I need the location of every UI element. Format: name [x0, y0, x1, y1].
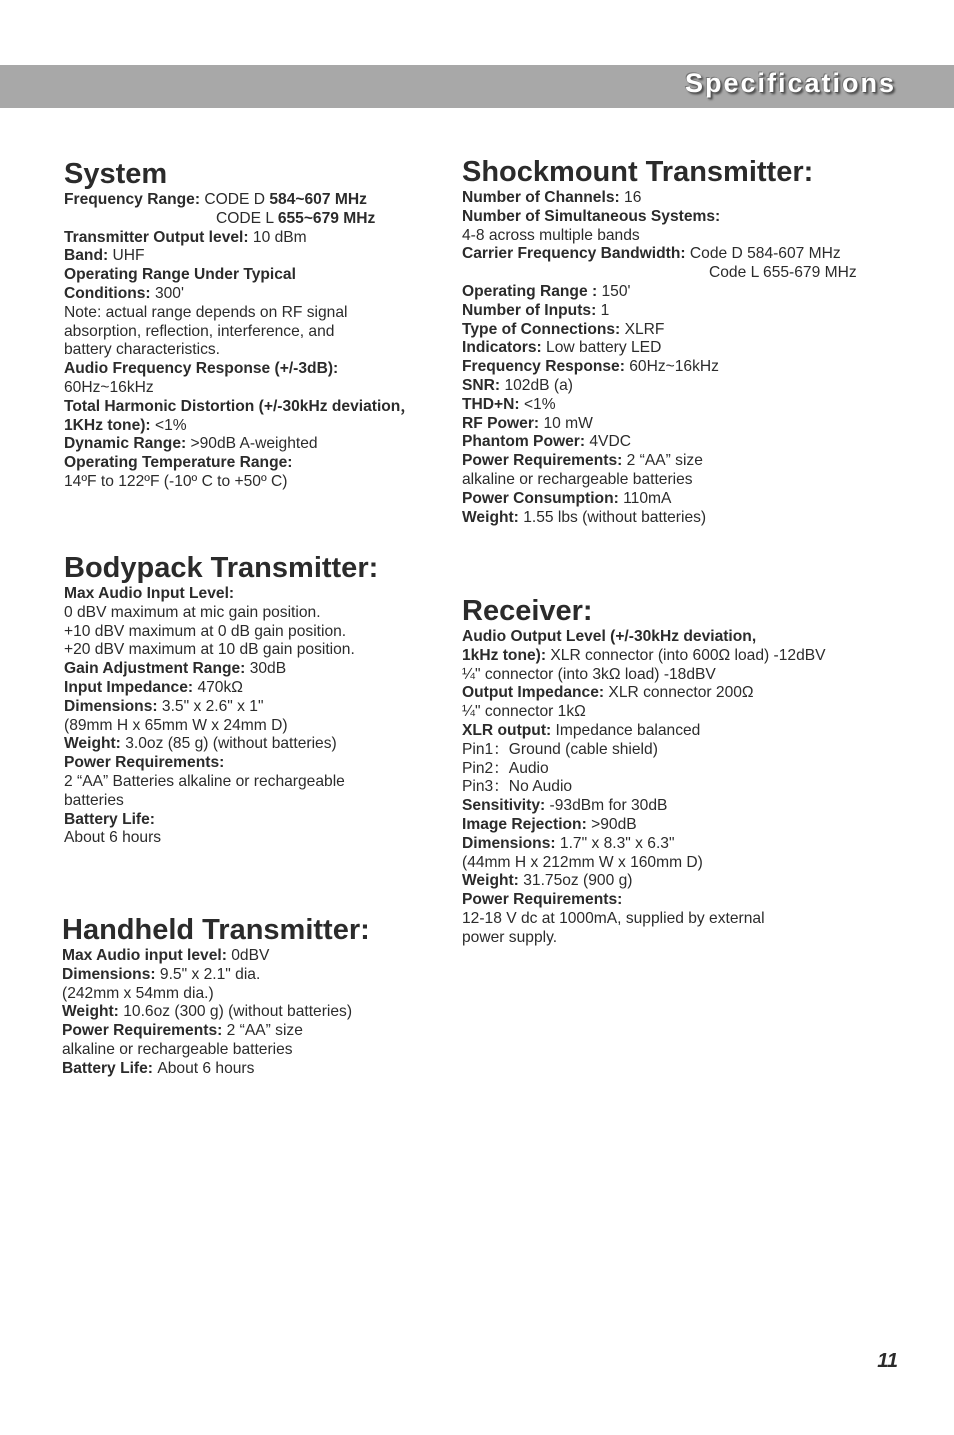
spec-line — [62, 947, 370, 966]
spec-line — [462, 471, 857, 490]
spec-line — [462, 835, 826, 854]
spec-line — [64, 229, 416, 248]
bodypack-section — [64, 551, 378, 848]
spec-value: >90dB A-weighted — [190, 435, 318, 453]
spec-value: 4-8 across multiple bands — [462, 226, 640, 244]
spec-value: 2 “AA” size — [626, 452, 703, 470]
spec-value: 60Hz~16kHz — [629, 358, 719, 376]
page-title: Specifications — [684, 68, 896, 98]
spec-value: 300' — [154, 284, 184, 302]
spec-value: Low battery LED — [546, 339, 662, 357]
spec-line — [462, 647, 826, 666]
spec-value: UHF — [112, 247, 145, 265]
spec-line — [462, 684, 826, 703]
spec-label: Weight: — [462, 872, 524, 890]
spec-value: Pin3：No Audio — [462, 778, 573, 796]
spec-value: 2 “AA” size — [226, 1022, 303, 1040]
spec-line — [62, 1060, 370, 1079]
spec-line — [64, 341, 416, 360]
spec-label: Weight: — [62, 1003, 124, 1021]
spec-line — [62, 1022, 370, 1041]
header-banner — [0, 65, 954, 108]
spec-label: Conditions: — [64, 284, 155, 302]
spec-value: 0 dBV maximum at mic gain position. — [64, 603, 321, 621]
spec-label: Operating Range : — [462, 282, 602, 300]
spec-line — [64, 473, 416, 492]
spec-value: 1.7" x 8.3" x 6.3" — [559, 834, 675, 852]
shockmount-section — [462, 155, 857, 527]
spec-line — [64, 717, 378, 736]
spec-line — [462, 872, 826, 891]
spec-line — [462, 321, 857, 340]
spec-label: Image Rejection: — [462, 815, 592, 833]
spec-label: Number of Inputs: — [462, 301, 601, 319]
spec-line — [64, 435, 416, 454]
section-title: Shockmount Transmitter: — [462, 156, 814, 188]
spec-value: (242mm x 54mm dia.) — [62, 984, 214, 1002]
spec-line — [462, 208, 857, 227]
spec-line — [64, 379, 416, 398]
spec-label: Operating Range Under Typical — [64, 266, 296, 284]
spec-label: Band: — [64, 247, 113, 265]
spec-line — [64, 754, 378, 773]
spec-value: power supply. — [462, 928, 558, 946]
spec-line — [64, 360, 416, 379]
spec-label: XLR output: — [462, 721, 556, 739]
spec-label: Power Requirements: — [462, 891, 623, 909]
spec-line — [462, 741, 826, 760]
spec-label: Gain Adjustment Range: — [64, 660, 250, 678]
spec-line — [462, 816, 826, 835]
spec-label: Operating Temperature Range: — [64, 454, 293, 472]
spec-line — [462, 189, 857, 208]
spec-line — [462, 509, 857, 528]
spec-line — [462, 245, 857, 264]
system-section — [64, 157, 416, 492]
spec-label: Indicators: — [462, 339, 547, 357]
spec-label: Max Audio input level: — [62, 947, 232, 964]
section-title: Receiver: — [462, 595, 593, 627]
spec-line — [462, 891, 826, 910]
spec-label: 1kHz tone): — [462, 646, 551, 664]
spec-line — [64, 811, 378, 830]
spec-value: 4VDC — [589, 433, 631, 451]
spec-list — [62, 947, 370, 1079]
spec-line — [462, 377, 857, 396]
spec-value: -93dBm for 30dB — [549, 797, 668, 815]
spec-line — [64, 735, 378, 754]
spec-label: Total Harmonic Distortion (+/-30kHz deviation， — [64, 397, 416, 415]
spec-line — [64, 829, 378, 848]
spec-value: <1% — [523, 395, 556, 413]
spec-value: 2 “AA” Batteries alkaline or rechargeable — [64, 772, 345, 790]
spec-label: RF Power: — [462, 414, 544, 432]
spec-value: 150' — [601, 282, 631, 300]
spec-label: Number of Simultaneous Systems: — [462, 207, 721, 225]
spec-label: Dimensions: — [462, 834, 560, 852]
spec-line — [462, 910, 826, 929]
section-title: System — [64, 158, 168, 190]
spec-label: Number of Channels: — [462, 189, 625, 206]
spec-line — [62, 985, 370, 1004]
spec-value: battery characteristics. — [64, 341, 220, 359]
spec-value: Pin2：Audio — [462, 759, 549, 777]
spec-value: 110mA — [623, 489, 672, 507]
spec-value: +20 dBV maximum at 10 dB gain position. — [64, 641, 355, 659]
receiver-section — [462, 594, 826, 948]
spec-line — [462, 396, 857, 415]
spec-line — [462, 339, 857, 358]
spec-value: About 6 hours — [157, 1059, 255, 1077]
spec-label: Battery Life: — [64, 810, 155, 828]
spec-line — [462, 358, 857, 377]
spec-line — [64, 285, 416, 304]
spec-value: 0dBV — [231, 947, 270, 964]
spec-line — [62, 1041, 370, 1060]
spec-line — [64, 323, 416, 342]
spec-value: 3.0oz (85 g) (without batteries) — [125, 735, 337, 753]
spec-value: >90dB — [591, 815, 637, 833]
spec-line — [462, 415, 857, 434]
spec-line — [64, 266, 416, 285]
spec-value: Code L 655-679 MHz — [709, 264, 857, 282]
spec-value: alkaline or rechargeable batteries — [62, 1040, 293, 1058]
spec-line — [64, 792, 378, 811]
spec-line — [62, 1003, 370, 1022]
spec-value: About 6 hours — [64, 829, 162, 847]
spec-value-bold: 584~607 MHz — [269, 191, 367, 208]
spec-line — [462, 283, 857, 302]
spec-label: Phantom Power: — [462, 433, 590, 451]
spec-line — [62, 966, 370, 985]
spec-label: Output Impedance: — [462, 684, 609, 702]
spec-line — [462, 929, 826, 948]
spec-value: XLR connector (into 600Ω load) -12dBV — [550, 646, 826, 664]
spec-value: 14ºF to 122ºF (-10º C to +50º C) — [64, 472, 288, 490]
spec-line — [462, 854, 826, 873]
spec-label: SNR: — [462, 376, 505, 394]
spec-label: Weight: — [462, 508, 524, 526]
spec-value: Note: actual range depends on RF signal — [64, 303, 348, 321]
spec-label: Dimensions: — [64, 697, 162, 715]
spec-line — [462, 227, 857, 246]
spec-value: 102dB (a) — [504, 376, 573, 394]
spec-value: XLR connector 200Ω — [608, 684, 754, 702]
spec-value: Impedance balanced — [555, 721, 701, 739]
spec-line — [64, 417, 416, 436]
spec-line — [462, 452, 857, 471]
spec-value: absorption, reflection, interference, and — [64, 322, 335, 340]
spec-line — [64, 773, 378, 792]
spec-line — [462, 264, 857, 283]
spec-line — [64, 454, 416, 473]
spec-list — [64, 191, 416, 492]
spec-value: 470kΩ — [197, 678, 243, 696]
spec-value: 10 mW — [543, 414, 593, 432]
spec-label: Transmitter Output level: — [64, 228, 253, 246]
spec-label: Power Requirements: — [62, 1022, 227, 1040]
spec-value: +10 dBV maximum at 0 dB gain position. — [64, 622, 347, 640]
spec-label: Dynamic Range: — [64, 435, 191, 453]
spec-line — [64, 585, 378, 604]
spec-value: XLRF — [624, 320, 665, 338]
spec-line — [462, 302, 857, 321]
spec-value: 60Hz~16kHz — [64, 378, 154, 396]
spec-line — [64, 247, 416, 266]
spec-list — [462, 189, 857, 527]
spec-value: 10 dBm — [252, 228, 307, 246]
spec-label: Frequency Response: — [462, 358, 630, 376]
spec-line — [462, 490, 857, 509]
spec-value: batteries — [64, 791, 124, 809]
spec-value: 1 — [600, 301, 610, 319]
spec-line — [64, 304, 416, 323]
spec-label: Battery Life: — [62, 1059, 158, 1077]
spec-value: 9.5" x 2.1" dia. — [159, 965, 261, 983]
handheld-section — [62, 913, 370, 1079]
spec-label: Weight: — [64, 735, 126, 753]
spec-line — [64, 604, 378, 623]
spec-value: <1% — [154, 416, 187, 434]
spec-line — [462, 760, 826, 779]
spec-label: Max Audio Input Level: — [64, 585, 235, 602]
spec-line — [462, 703, 826, 722]
spec-label: Dimensions: — [62, 965, 160, 983]
spec-line — [462, 778, 826, 797]
spec-value: 3.5" x 2.6" x 1" — [161, 697, 264, 715]
section-title: Handheld Transmitter: — [62, 914, 370, 946]
spec-line — [462, 433, 857, 452]
page-number: 11 — [877, 1350, 898, 1372]
spec-label: Power Consumption: — [462, 489, 624, 507]
spec-line — [64, 623, 378, 642]
spec-value: 16 — [624, 189, 642, 206]
spec-value: Pin1：Ground (cable shield) — [462, 740, 658, 758]
spec-line — [64, 210, 416, 229]
spec-label: Audio Frequency Response (+/-3dB): — [64, 360, 339, 378]
spec-line — [64, 698, 378, 717]
section-title: Bodypack Transmitter: — [64, 552, 379, 584]
spec-label: Audio Output Level (+/-30kHz deviation, — [462, 628, 757, 645]
spec-value: Code D 584-607 MHz — [689, 245, 841, 263]
spec-line — [462, 722, 826, 741]
spec-value: 10.6oz (300 g) (without batteries) — [123, 1003, 353, 1021]
spec-line — [64, 398, 416, 417]
spec-line — [64, 641, 378, 660]
spec-value: 12-18 V dc at 1000mA, supplied by external — [462, 909, 765, 927]
spec-value: 1.55 lbs (without batteries) — [523, 508, 707, 526]
spec-value: alkaline or rechargeable batteries — [462, 470, 693, 488]
spec-label: THD+N: — [462, 395, 524, 413]
spec-value: (44mm H x 212mm W x 160mm D) — [462, 853, 703, 871]
spec-line — [64, 660, 378, 679]
spec-label: Power Requirements: — [64, 754, 225, 772]
spec-value: (89mm H x 65mm W x 24mm D) — [64, 716, 288, 734]
spec-list — [64, 585, 378, 848]
spec-line — [64, 191, 416, 210]
spec-line — [462, 628, 826, 647]
spec-value: CODE L — [216, 209, 278, 227]
spec-label: Carrier Frequency Bandwidth: — [462, 245, 690, 263]
spec-value: ¼" connector 1kΩ — [462, 703, 586, 721]
spec-label: Type of Connections: — [462, 320, 625, 338]
spec-value: 30dB — [249, 660, 287, 678]
spec-line — [64, 679, 378, 698]
spec-label: Input Impedance: — [64, 678, 198, 696]
spec-line — [462, 666, 826, 685]
spec-label: Frequency Range: — [64, 191, 205, 208]
spec-value: ¼" connector (into 3kΩ load) -18dBV — [462, 665, 716, 683]
spec-label: 1KHz tone): — [64, 416, 155, 434]
spec-label: Power Requirements: — [462, 452, 627, 470]
spec-value-bold: 655~679 MHz — [277, 209, 376, 227]
spec-line — [462, 797, 826, 816]
spec-value: CODE D — [204, 191, 270, 208]
spec-list — [462, 628, 826, 948]
spec-label: Sensitivity: — [462, 797, 550, 815]
spec-value: 31.75oz (900 g) — [523, 872, 633, 890]
